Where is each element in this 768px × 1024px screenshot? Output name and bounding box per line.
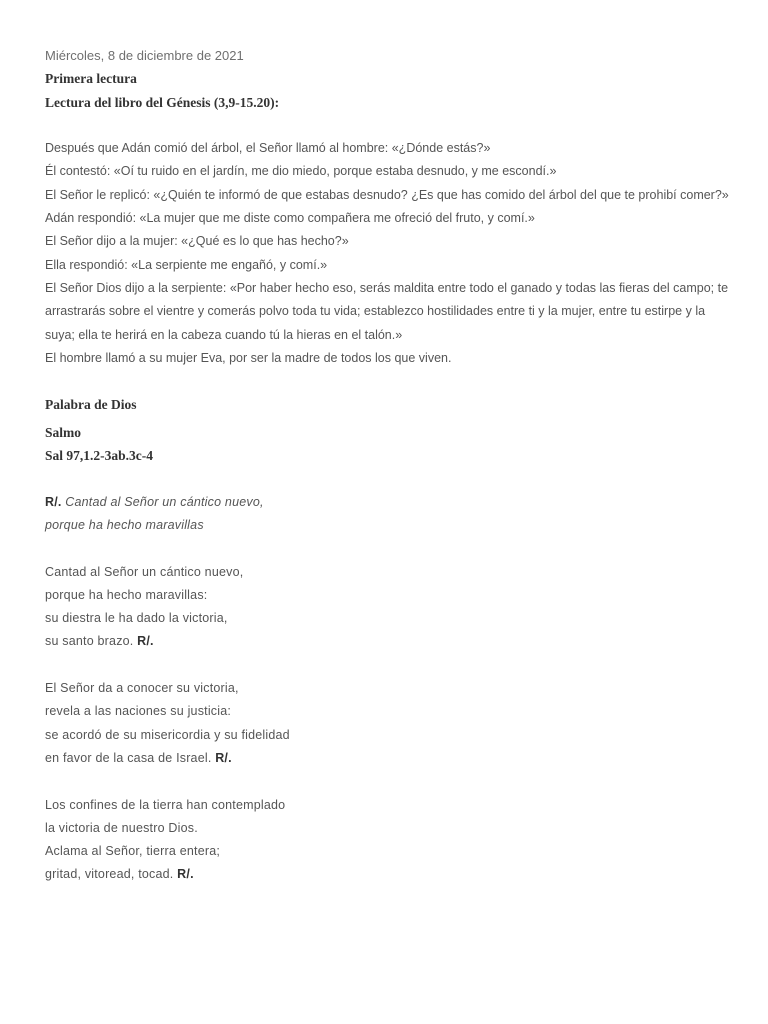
stanza-text: en favor de la casa de Israel.: [45, 750, 212, 765]
document-page: [45, 44, 735, 887]
reading-line: Adán respondió: «La mujer que me diste como compañera me ofreció del fruto, y comí.»: [45, 211, 535, 226]
stanza-line: [45, 630, 735, 653]
stanza-line: Aclama al Señor, tierra entera;: [45, 844, 221, 859]
stanza-line: se acordó de su misericordia y su fidelidad: [45, 727, 290, 742]
response-text: porque ha hecho maravillas: [45, 517, 204, 532]
reading-line: El Señor dijo a la mujer: «¿Qué es lo que has hecho?»: [45, 234, 349, 249]
reading-title: Primera lectura: [45, 71, 137, 87]
reading-source: Lectura del libro del Génesis (3,9-15.20):: [45, 94, 280, 110]
stanza-line: Los confines de la tierra han contemplado: [45, 797, 286, 812]
response-marker: R/.: [137, 634, 154, 649]
psalm-response-line: [45, 491, 735, 514]
date-line: Miércoles, 8 de diciembre de 2021: [45, 48, 244, 63]
response-marker: R/.: [45, 494, 62, 509]
stanza-line: la victoria de nuestro Dios.: [45, 820, 198, 835]
reading-closing: Palabra de Dios: [45, 397, 137, 413]
stanza-line: [45, 863, 735, 886]
stanza-line: porque ha hecho maravillas:: [45, 587, 208, 602]
reading-line: Ella respondió: «La serpiente me engañó, y comí.»: [45, 257, 328, 272]
psalm-title: Salmo: [45, 424, 82, 440]
stanza-line: El Señor da a conocer su victoria,: [45, 681, 239, 696]
stanza-line: Cantad al Señor un cántico nuevo,: [45, 564, 244, 579]
reading-line: El Señor le replicó: «¿Quién te informó de que estabas desnudo? ¿Es que has comido del árbol del que te prohibí comer?»: [45, 187, 729, 202]
reading-line: Él contestó: «Oí tu ruido en el jardín, me dio miedo, porque estaba desnudo, y me escondí.»: [45, 164, 557, 179]
stanza-text: su santo brazo.: [45, 634, 134, 649]
response-marker: R/.: [215, 750, 232, 765]
response-text: Cantad al Señor un cántico nuevo,: [65, 494, 264, 509]
reading-line: El Señor Dios dijo a la serpiente: «Por haber hecho eso, serás maldita entre todo el ganado y todas las fieras del campo; te arrastrarás sobre el vientre y comerás polvo toda tu vida; establezco hostilidades entre ti y la mujer, entre tu estirpe y la suya; ella te herirá en la cabeza cuando tú la hieras en el talón.»: [45, 280, 729, 342]
reading-line: Después que Adán comió del árbol, el Señor llamó al hombre: «¿Dónde estás?»: [45, 141, 491, 156]
stanza-line: [45, 747, 735, 770]
response-marker: R/.: [177, 867, 194, 882]
stanza-text: gritad, vitoread, tocad.: [45, 867, 174, 882]
reading-line: El hombre llamó a su mujer Eva, por ser la madre de todos los que viven.: [45, 350, 452, 365]
stanza-line: su diestra le ha dado la victoria,: [45, 611, 228, 626]
stanza-line: revela a las naciones su justicia:: [45, 704, 232, 719]
psalm-reference: Sal 97,1.2-3ab.3c-4: [45, 448, 153, 464]
